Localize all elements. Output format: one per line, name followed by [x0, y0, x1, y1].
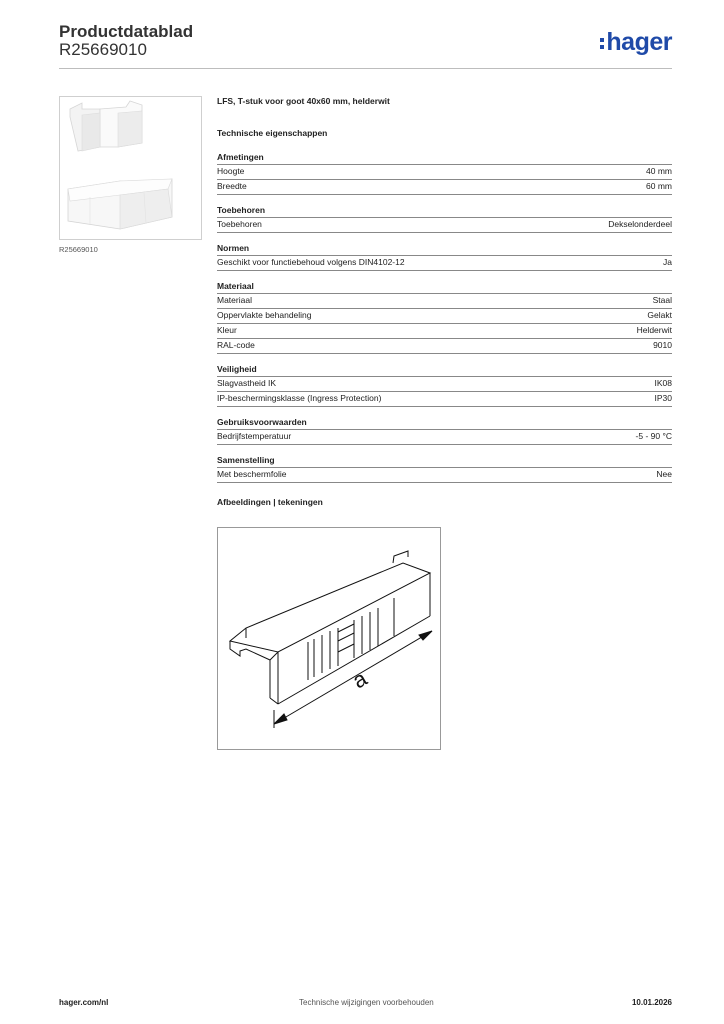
header-divider [59, 68, 672, 69]
figures-title: Afbeeldingen | tekeningen [217, 497, 323, 507]
spec-label: Hoogte [217, 166, 245, 176]
group-title: Gebruiksvoorwaarden [217, 417, 672, 430]
spec-group [217, 152, 672, 195]
product-photo-icon [60, 97, 201, 239]
spec-content [217, 96, 672, 507]
page-title: Productdatablad [59, 22, 194, 41]
spec-label: Materiaal [217, 295, 252, 305]
spec-value: IP30 [654, 393, 672, 403]
spec-group [217, 417, 672, 445]
spec-label: Breedte [217, 181, 247, 191]
spec-value: 40 mm [646, 166, 672, 176]
spec-label: Toebehoren [217, 219, 262, 229]
spec-row [217, 392, 672, 407]
group-title: Samenstelling [217, 455, 672, 468]
spec-label: Kleur [217, 325, 237, 335]
technical-drawing [217, 527, 441, 750]
hager-logo [600, 28, 672, 57]
spec-group [217, 364, 672, 407]
spec-row [217, 430, 672, 445]
section-title: Technische eigenschappen [217, 128, 328, 138]
spec-value: Staal [652, 295, 672, 305]
spec-row [217, 468, 672, 483]
spec-value: 60 mm [646, 181, 672, 191]
spec-value: 9010 [653, 340, 672, 350]
product-thumbnail [59, 96, 202, 240]
logo-text: hager [606, 28, 672, 56]
spec-row [217, 165, 672, 180]
spec-row [217, 294, 672, 309]
spec-row [217, 324, 672, 339]
spec-row [217, 180, 672, 195]
logo-dots-icon [600, 35, 604, 52]
spec-group [217, 205, 672, 233]
spec-groups [217, 152, 672, 483]
spec-value: Nee [656, 469, 672, 479]
spec-label: Met beschermfolie [217, 469, 287, 479]
spec-row [217, 377, 672, 392]
thumbnail-caption: R25669010 [59, 245, 98, 254]
spec-label: Geschikt voor functiebehoud volgens DIN4102-12 [217, 257, 405, 267]
group-title: Toebehoren [217, 205, 672, 218]
spec-value: Helderwit [636, 325, 672, 335]
spec-row [217, 309, 672, 324]
spec-group [217, 281, 672, 354]
spec-value: -5 - 90 °C [635, 431, 672, 441]
spec-label: IP-beschermingsklasse (Ingress Protection) [217, 393, 382, 403]
spec-value: Ja [663, 257, 672, 267]
spec-label: Bedrijfstemperatuur [217, 431, 292, 441]
spec-row [217, 256, 672, 271]
group-title: Afmetingen [217, 152, 672, 165]
spec-row [217, 339, 672, 354]
group-title: Normen [217, 243, 672, 256]
footer-website: hager.com/nl [59, 998, 109, 1007]
spec-group [217, 455, 672, 483]
spec-label: RAL-code [217, 340, 255, 350]
group-title: Veiligheid [217, 364, 672, 377]
group-title: Materiaal [217, 281, 672, 294]
spec-value: Dekselonderdeel [608, 219, 672, 229]
footer-date: 10.01.2026 [631, 998, 672, 1007]
spec-value: Gelakt [647, 310, 672, 320]
spec-label: Slagvastheid IK [217, 378, 277, 388]
spec-value: IK08 [654, 378, 672, 388]
product-title: LFS, T-stuk voor goot 40x60 mm, helderwit [217, 96, 390, 106]
spec-label: Oppervlakte behandeling [217, 310, 312, 320]
footer-notice: Technische wijzigingen voorbehouden [299, 998, 434, 1007]
spec-group [217, 243, 672, 271]
dimension-label: a [348, 665, 372, 694]
product-code: R25669010 [59, 40, 147, 59]
spec-row [217, 218, 672, 233]
duct-drawing-icon [218, 528, 440, 749]
